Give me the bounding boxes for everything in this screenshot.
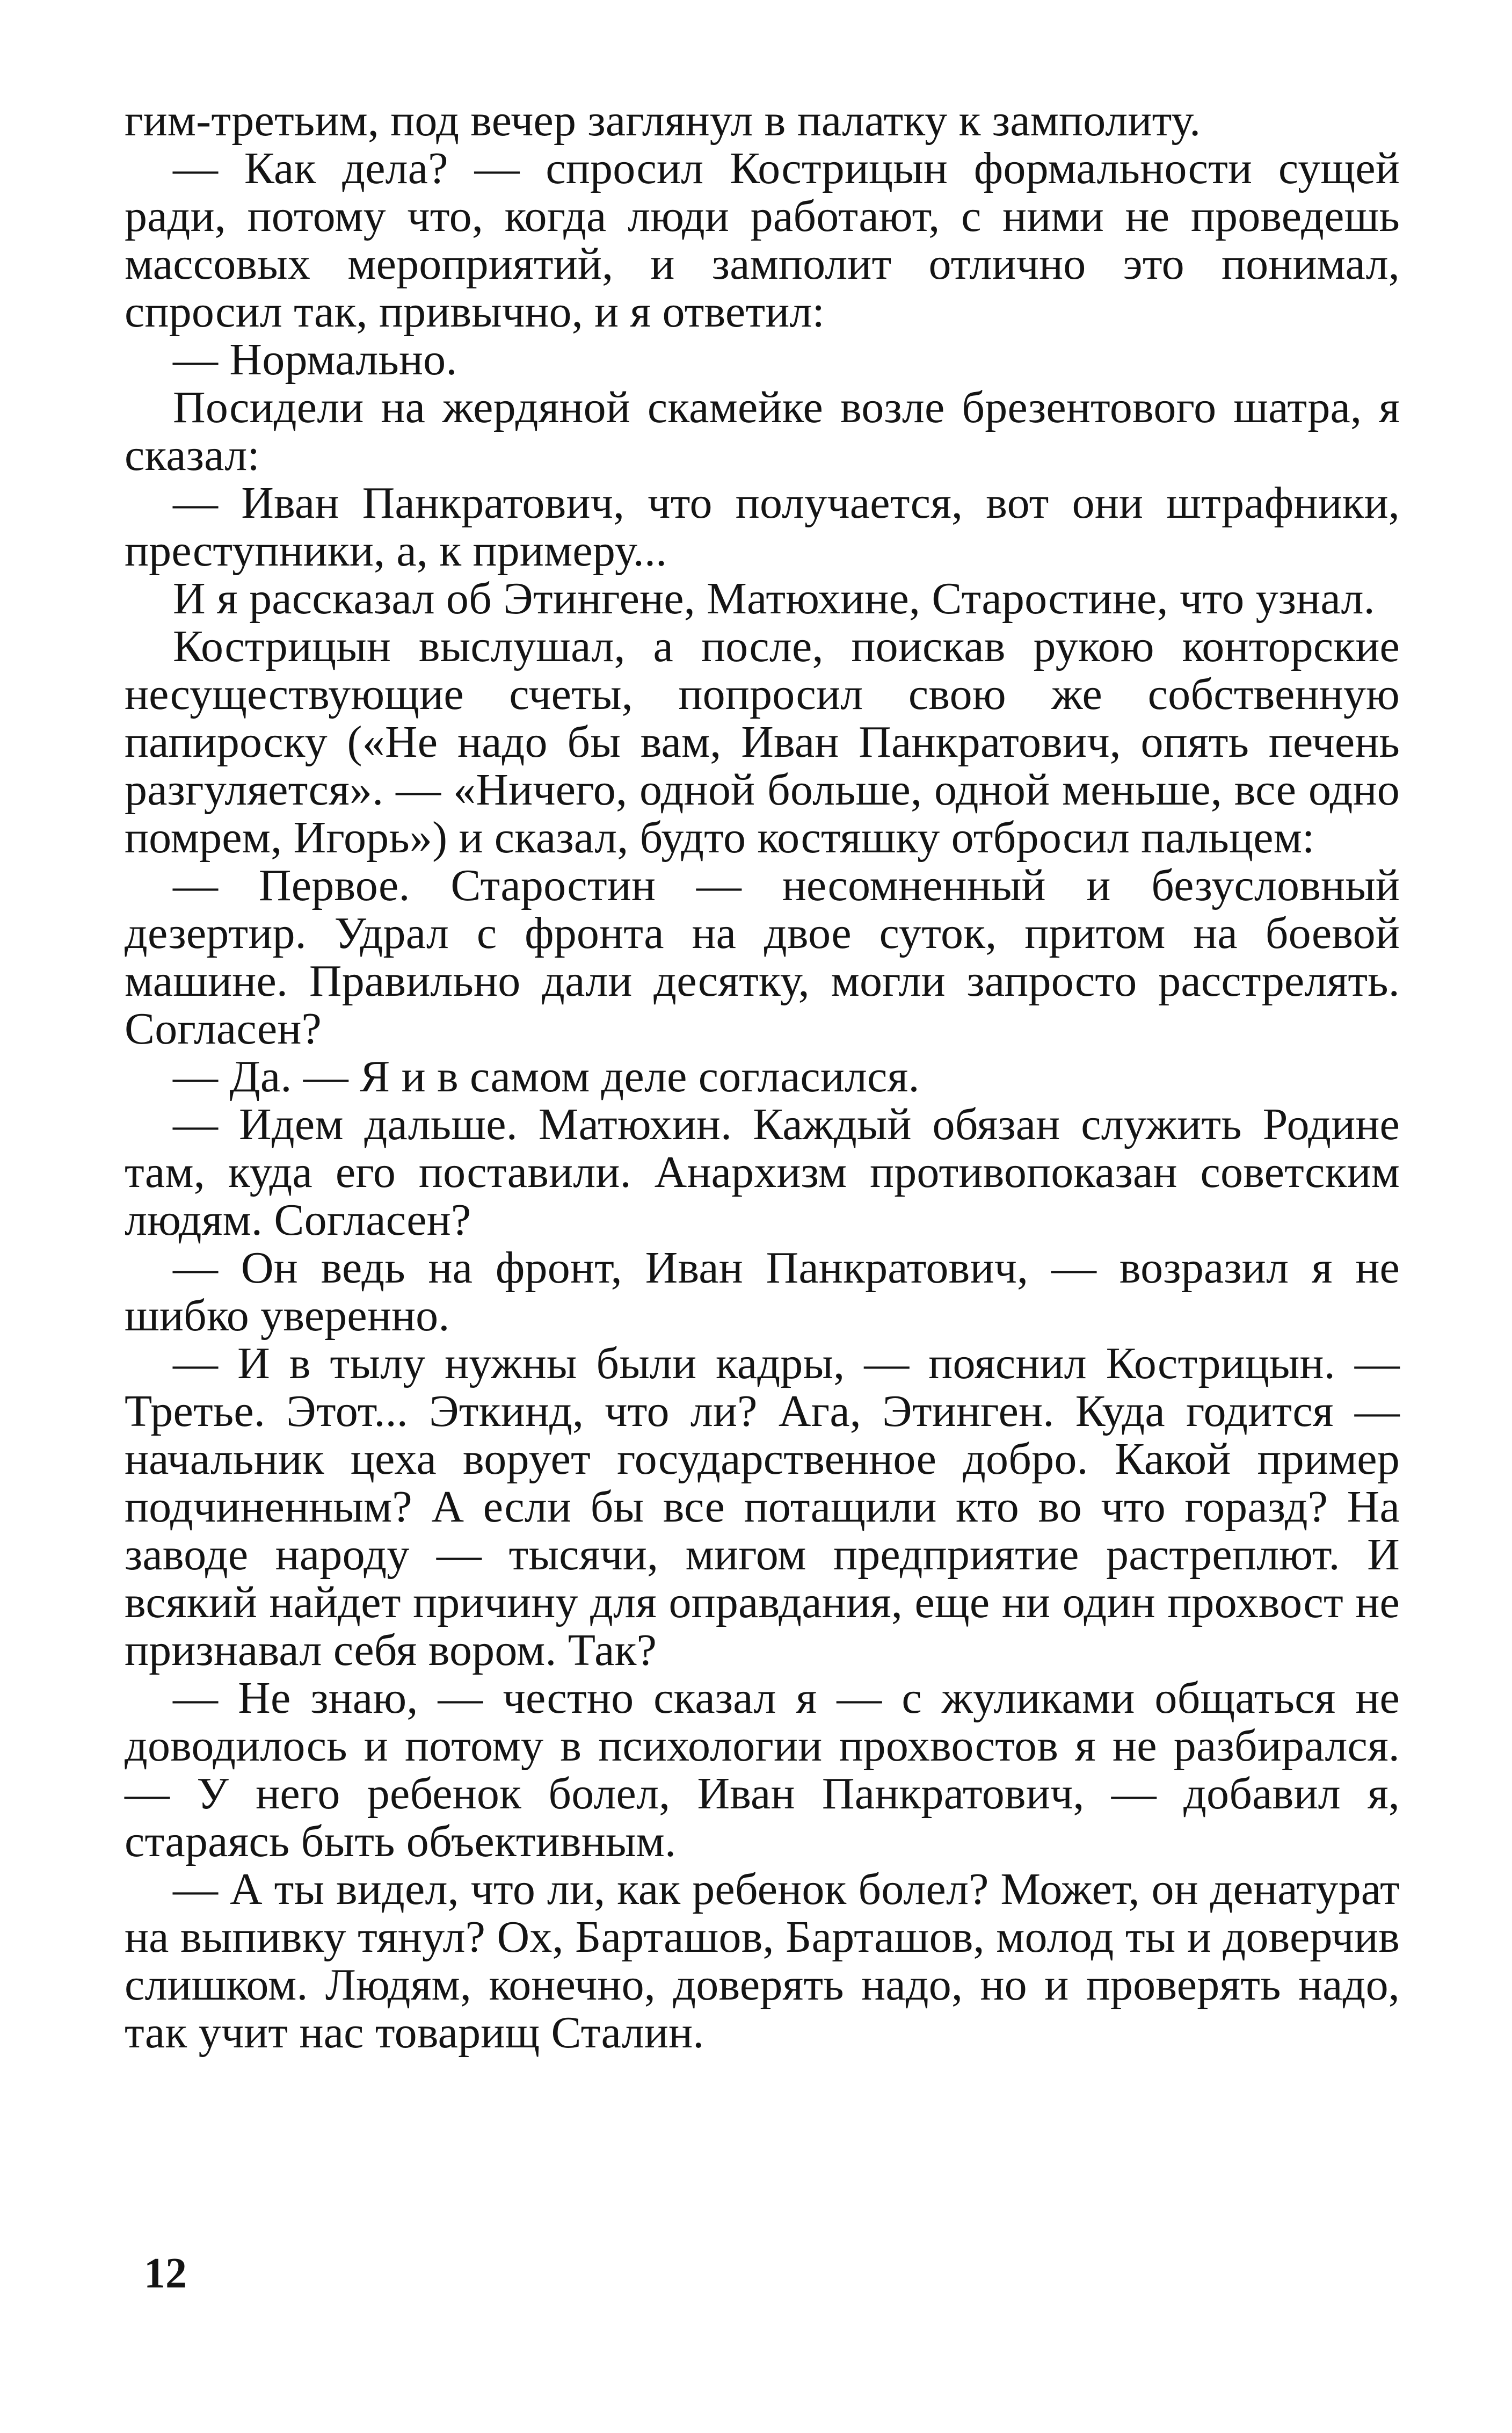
paragraph: — Как дела? — спросил Кострицын формальности сущей ради, потому что, когда люди работают, с ними не проведешь массовых мероприятий, и замполит отлично это понимал, спросил так, привычно, и я ответил: (125, 143, 1400, 337)
paragraph: — Нормально. (173, 335, 457, 385)
paragraph: гим-третьим, под вечер заглянул в палатку к замполиту. (125, 96, 1201, 146)
paragraph: — Да. — Я и в самом деле согласился. (173, 1052, 920, 1102)
body-text (125, 97, 1400, 2057)
paragraph: — Иван Панкратович, что получается, вот они штрафники, преступники, а, к примеру... (125, 478, 1400, 576)
paragraph: Кострицын выслушал, а после, поискав рукою конторские несуществующие счеты, попросил свою же собственную папироску («Не надо бы вам, Иван Панкратович, опять печень разгуляется». — «Ничего, одной больше, одной меньше, все одно помрем, Игорь») и сказал, будто костяшку отбросил пальцем: (125, 621, 1400, 863)
paragraph: Посидели на жердяной скамейке возле брезентового шатра, я сказал: (125, 382, 1400, 480)
paragraph: — Идем дальше. Матюхин. Каждый обязан служить Родине там, куда его поставили. Анархизм противопоказан советским людям. Согласен? (125, 1099, 1400, 1245)
paragraph: — А ты видел, что ли, как ребенок болел? Может, он денатурат на выпивку тянул? Ох, Барташов, Барташов, молод ты и доверчив слишком. Людям, конечно, доверять надо, но и проверять надо, так учит нас товарищ Сталин. (125, 1864, 1400, 2058)
paragraph: И я рассказал об Этингене, Матюхине, Старостине, что узнал. (173, 574, 1375, 624)
page-number: 12 (144, 2250, 187, 2297)
paragraph: — Первое. Старостин — несомненный и безусловный дезертир. Удрал с фронта на двое суток, притом на боевой машине. Правильно дали десятку, могли запросто расстрелять. Согласен? (125, 860, 1400, 1054)
paragraph: — Не знаю, — честно сказал я — с жуликами общаться не доводилось и потому в психологии прохвостов я не разбирался. — У него ребенок болел, Иван Панкратович, — добавил я, стараясь быть объективным. (125, 1673, 1400, 1866)
paragraph: — Он ведь на фронт, Иван Панкратович, — возразил я не шибко уверенно. (125, 1243, 1400, 1341)
paragraph: — И в тылу нужны были кадры, — пояснил Кострицын. — Третье. Этот... Эткинд, что ли? Ага, Этинген. Куда годится — начальник цеха ворует государственное добро. Какой пример подчиненным? А если бы все потащили кто во что горазд? На заводе народу — тысячи, мигом предприятие растреплют. И всякий найдет причину для оправдания, еще ни один прохвост не признавал себя вором. Так? (125, 1338, 1400, 1675)
